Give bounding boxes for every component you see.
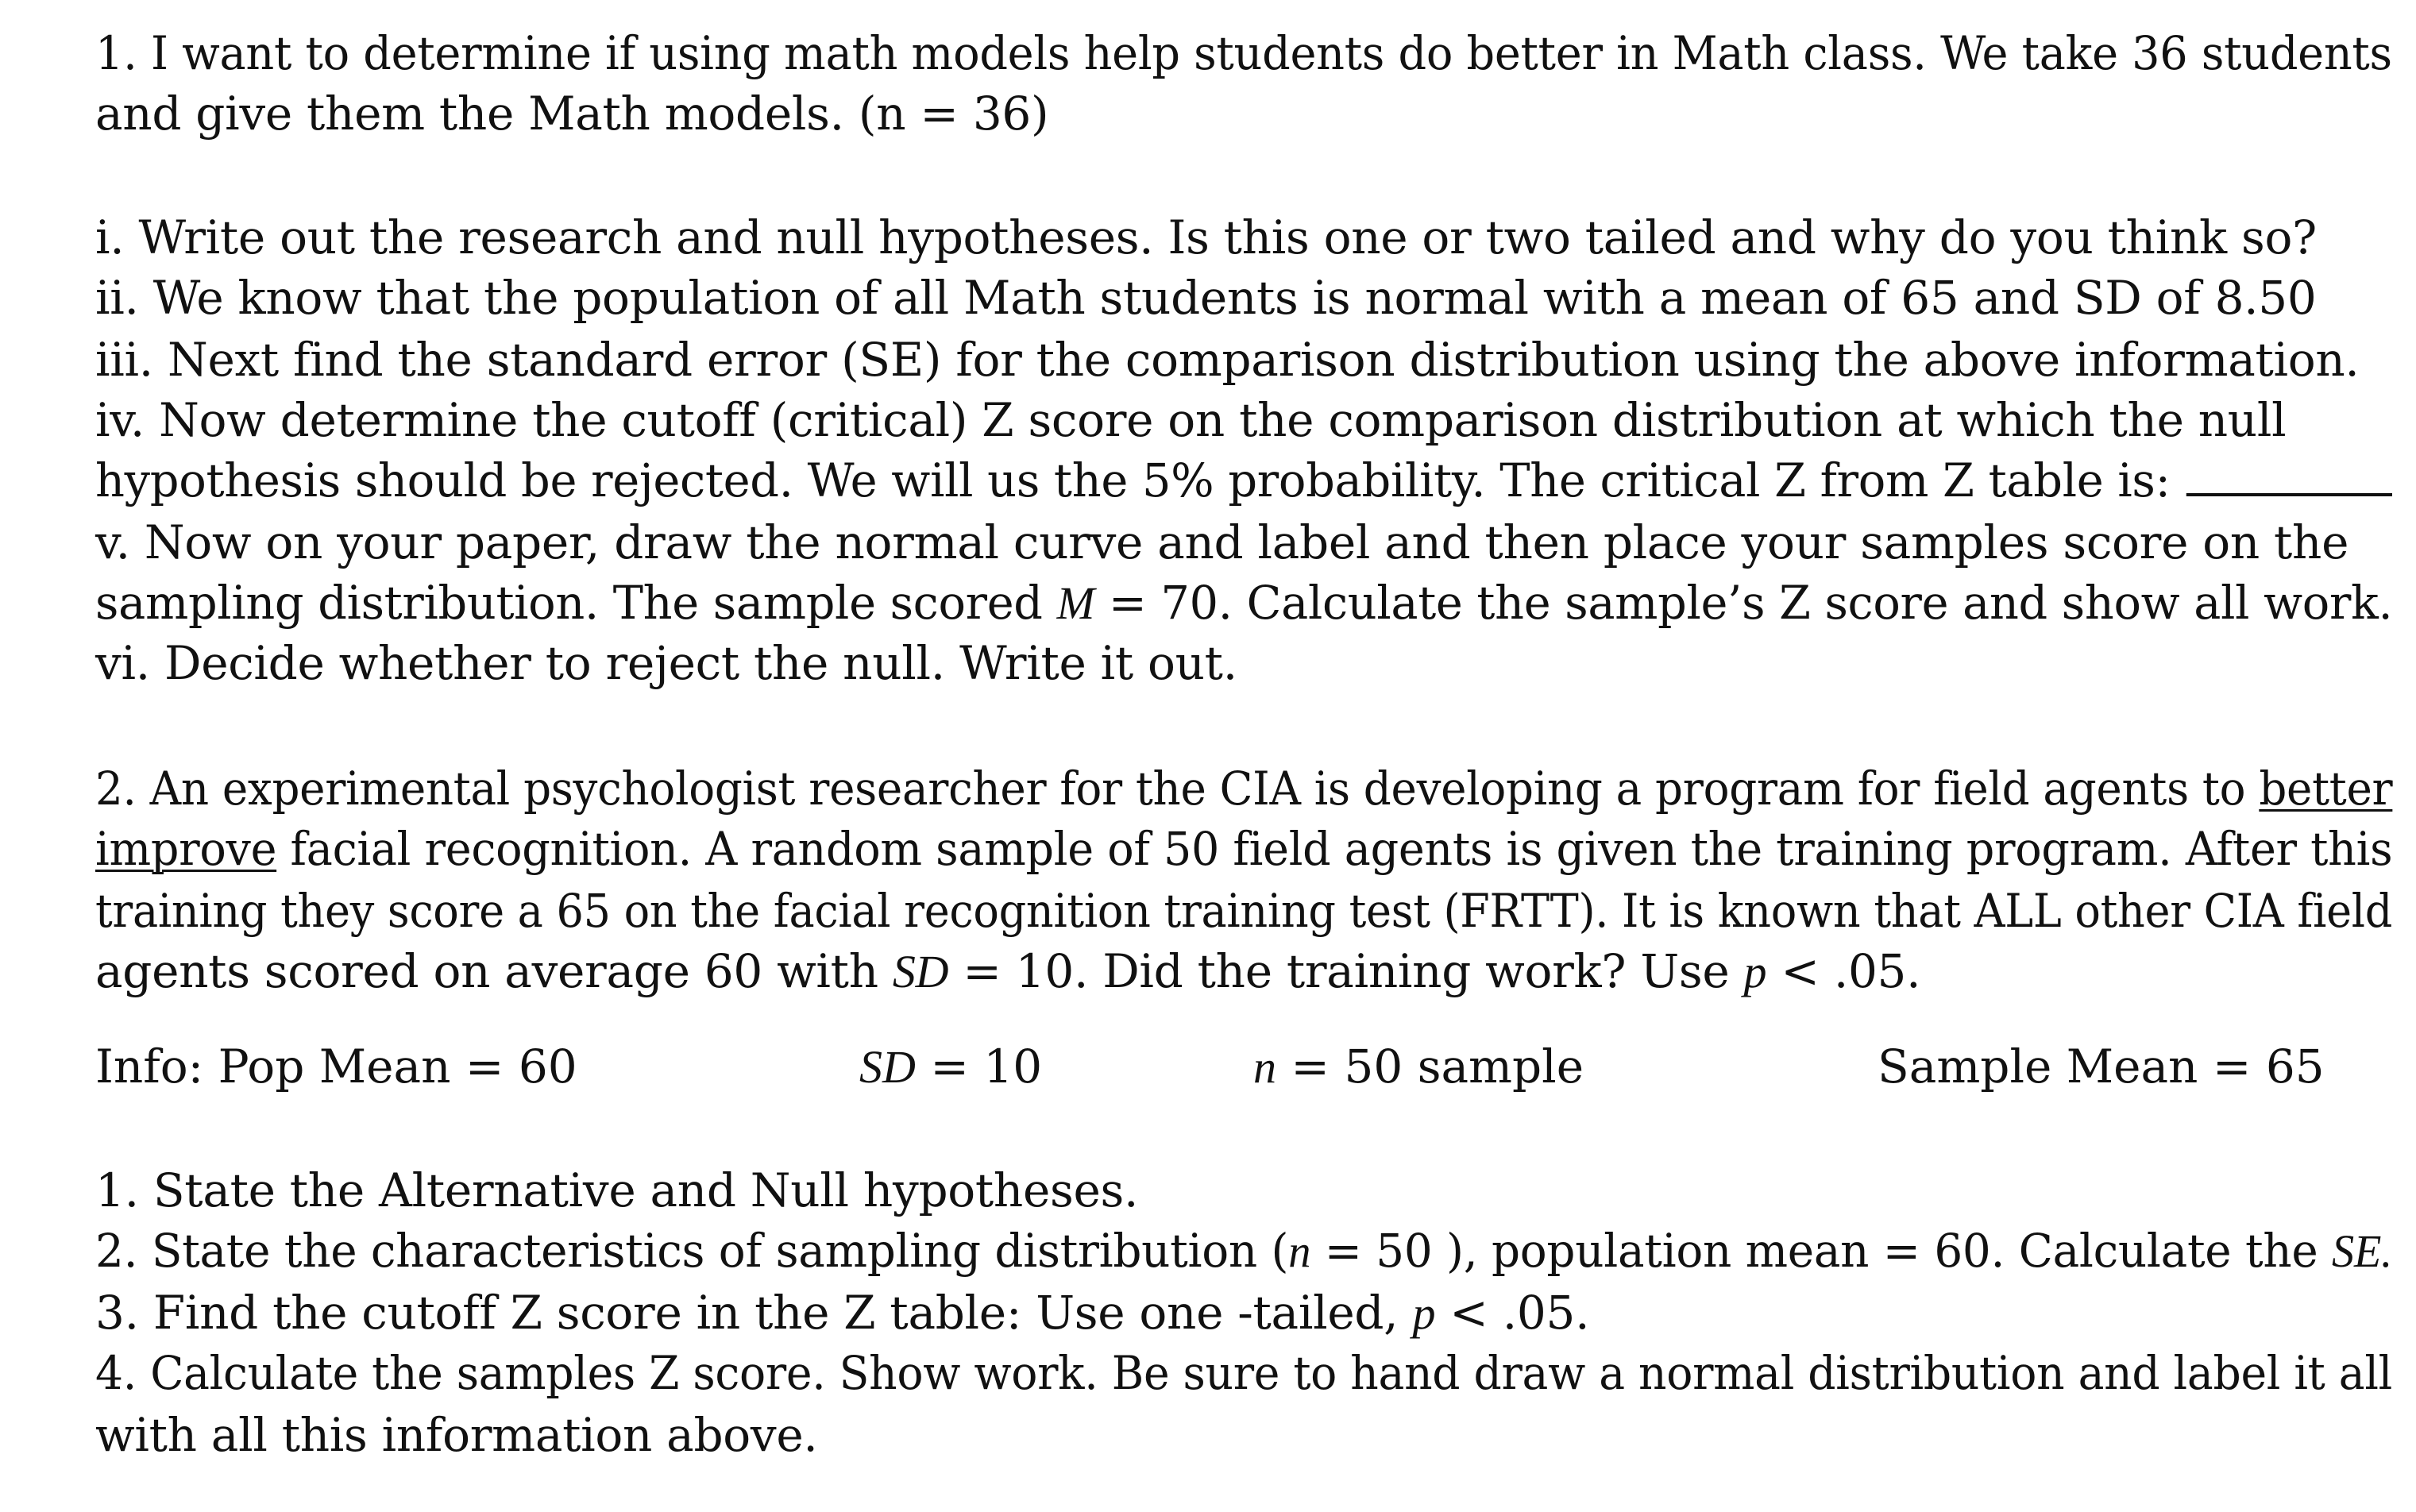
q2-step2-n: n: [1288, 1225, 1311, 1277]
info-n-var: n: [1253, 1041, 1276, 1093]
q2-line4-sd: SD: [892, 946, 949, 997]
q2-step3-p: p: [1412, 1287, 1436, 1339]
q1-part-v-pre: sampling distribution. The sample scored: [95, 576, 1057, 630]
q2-step4-line1: 4. Calculate the samples Z score. Show work. Be sure to hand draw a normal distribution and label it all: [95, 1346, 2393, 1400]
critical-z-answer-blank: [2186, 458, 2391, 496]
q1-part-v-post: = 70. Calculate the sample’s Z score and show all work.: [1094, 576, 2393, 630]
q1-part-iii: iii. Next find the standard error (SE) for the comparison distribution using the above information.: [95, 333, 2360, 387]
q2-line1: [95, 761, 2392, 816]
q2-step3-pre: 3. Find the cutoff Z score in the Z table: Use one -tailed,: [95, 1286, 1413, 1340]
q2-line4-post: < .05.: [1766, 944, 1921, 998]
info-n-val: = 50 sample: [1276, 1040, 1584, 1094]
q1-part-iv-text: hypothesis should be rejected. We will us the 5% probability. The critical Z from Z table is:: [95, 453, 2171, 507]
q2-step2-se: SE.: [2332, 1225, 2392, 1277]
q2-underlined-improve: improve: [95, 822, 277, 876]
info-pop-mean: Info: Pop Mean = 60: [95, 1040, 577, 1094]
q1-intro-line2: and give them the Math models. (n = 36): [95, 87, 1049, 141]
info-n: [1253, 1039, 1584, 1095]
q1-part-v-var-m: M: [1056, 577, 1094, 629]
q2-line1-text: 2. An experimental psychologist researcher for the CIA is developing a program for field agents to: [95, 762, 2260, 816]
q2-line4-mid: = 10. Did the training work? Use: [948, 944, 1744, 998]
info-sd-var: SD: [859, 1041, 916, 1093]
q1-part-i: i. Write out the research and null hypotheses. Is this one or two tailed and why do you think so?: [95, 210, 2317, 264]
info-sd-val: = 10: [915, 1040, 1043, 1094]
q2-step4-line2: with all this information above.: [95, 1408, 818, 1462]
q2-underlined-better: better: [2259, 762, 2393, 816]
q2-step1: 1. State the Alternative and Null hypotheses.: [95, 1163, 1139, 1217]
info-sample-mean: Sample Mean = 65: [1878, 1040, 2325, 1094]
q2-step2-mid: = 50 ), population mean = 60. Calculate the: [1310, 1224, 2333, 1278]
q2-step2-pre: 2. State the characteristics of sampling distribution (: [95, 1224, 1289, 1278]
q2-line3: training they score a 65 on the facial recognition training test (FRTT). It is known that ALL other CIA field: [95, 884, 2393, 938]
q2-line4-p: p: [1743, 946, 1767, 997]
q1-part-iv-line2: [95, 453, 2392, 508]
info-sd: [859, 1039, 1042, 1095]
q2-step3-post: < .05.: [1435, 1286, 1590, 1340]
q1-part-iv-line1: iv. Now determine the cutoff (critical) Z score on the comparison distribution at which the null: [95, 393, 2287, 447]
q1-part-v-line2: [95, 575, 2392, 631]
q1-intro-line1: 1. I want to determine if using math models help students do better in Math class. We take 36 students: [95, 26, 2392, 80]
q2-step3: [95, 1285, 1589, 1341]
q1-part-vi: vi. Decide whether to reject the null. Write it out.: [95, 636, 1237, 690]
q1-part-ii: ii. We know that the population of all Math students is normal with a mean of 65 and SD of 8.50: [95, 271, 2317, 325]
q1-part-v-line1: v. Now on your paper, draw the normal curve and label and then place your samples score on the: [95, 515, 2349, 569]
q2-line4: [95, 943, 1920, 1000]
q2-line2: [95, 821, 2392, 877]
q2-line2-text: facial recognition. A random sample of 50 field agents is given the training program. After this: [276, 822, 2393, 876]
q2-line4-pre: agents scored on average 60 with: [95, 944, 893, 998]
q2-step2: [95, 1223, 2392, 1279]
